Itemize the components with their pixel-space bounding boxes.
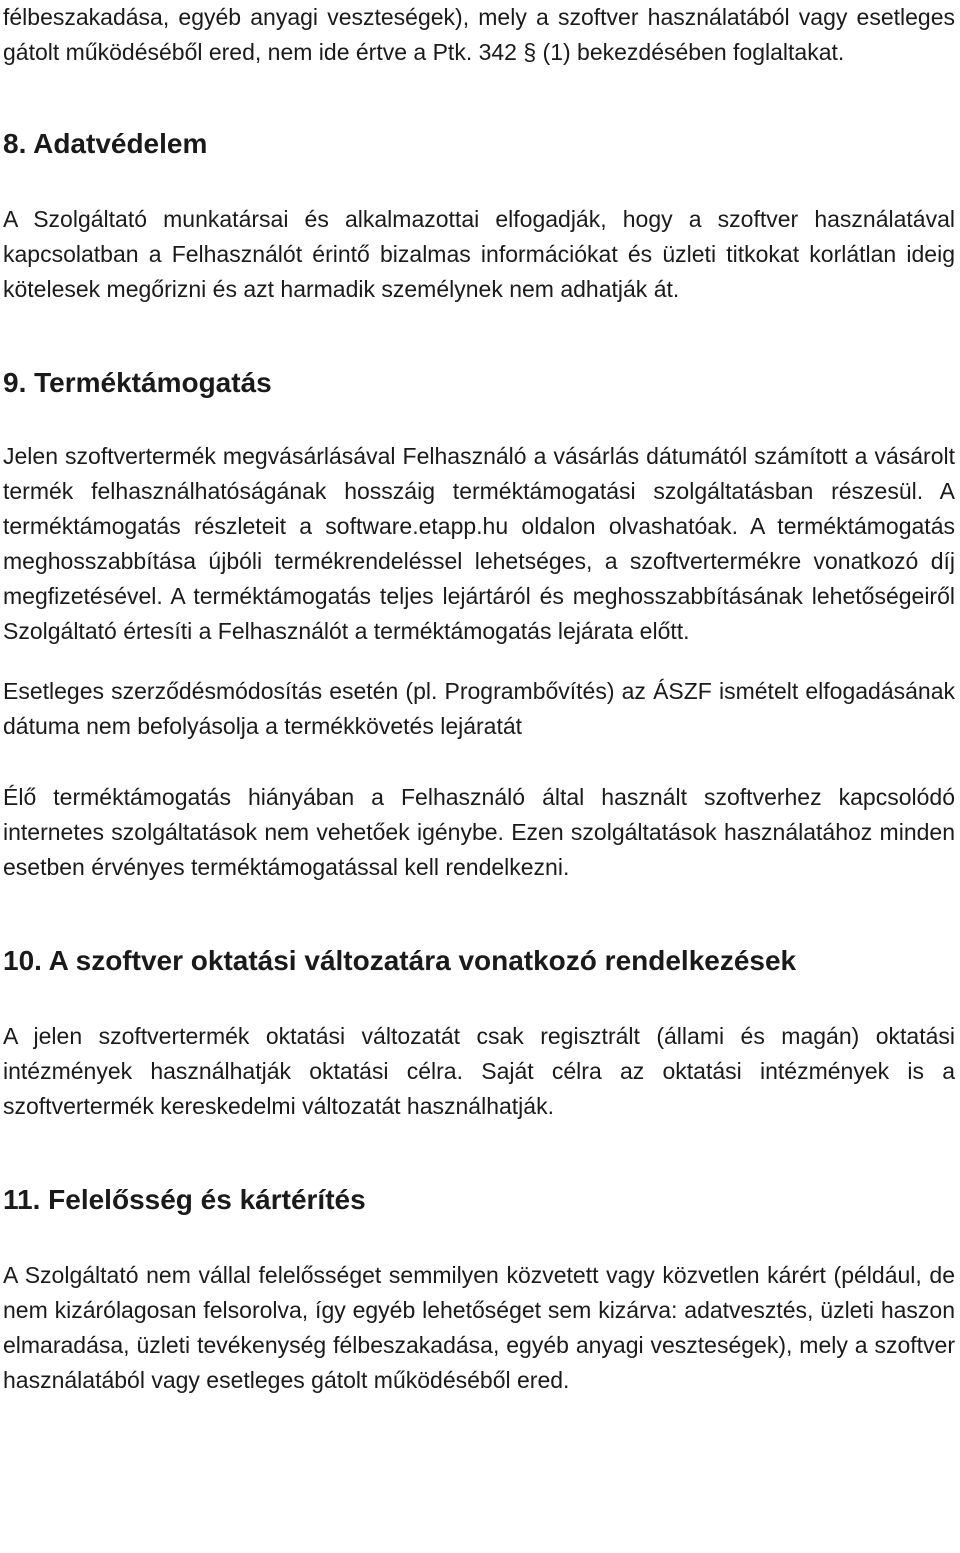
section-9-paragraph-3: Élő terméktámogatás hiányában a Felhasználó által használt szoftverhez kapcsolódó internetes szolgáltatások nem vehetőek igénybe. Ezen szolgáltatások használatához minden esetben érvényes terméktámogatással kell rendelkezni. <box>3 784 955 880</box>
section-9-paragraph-2: Esetleges szerződésmódosítás esetén (pl. Programbővítés) az ÁSZF ismételt elfogadásának dátuma nem befolyásolja a termékkövetés lejáratát <box>3 678 955 739</box>
section-8-heading: 8. Adatvédelem <box>3 128 208 159</box>
section-11-heading: 11. Felelősség és kártérítés <box>3 1184 366 1215</box>
document-page <box>3 0 955 1398</box>
section-8-paragraph: A Szolgáltató munkatársai és alkalmazottai elfogadják, hogy a szoftver használatával kapcsolatban a Felhasználót érintő bizalmas információkat és üzleti titkokat korlátlan ideig kötelesek megőrizni és azt harmadik személynek nem adhatják át. <box>3 206 955 302</box>
section-11-paragraph: A Szolgáltató nem vállal felelősséget semmilyen közvetett vagy közvetlen kárért (például, de nem kizárólagosan felsorolva, így egyéb lehetőséget sem kizárva: adatvesztés, üzleti haszon elmaradása, üzleti tevékenység félbeszakadása, egyéb anyagi veszteségek), mely a szoftver használatából vagy esetleges gátolt működéséből ered. <box>3 1262 955 1393</box>
section-10-paragraph: A jelen szoftvertermék oktatási változatát csak regisztrált (állami és magán) oktatási intézmények használhatják oktatási célra. Saját célra az oktatási intézmények is a szoftvertermék kereskedelmi változatát használhatják. <box>3 1023 955 1119</box>
continuation-paragraph: félbeszakadása, egyéb anyagi veszteségek), mely a szoftver használatából vagy esetleges gátolt működéséből ered, nem ide értve a Ptk. 342 § (1) bekezdésében foglaltakat. <box>3 4 955 65</box>
section-9-heading: 9. Terméktámogatás <box>3 367 272 398</box>
section-10-heading: 10. A szoftver oktatási változatára vonatkozó rendelkezések <box>3 945 797 976</box>
section-9-paragraph-1: Jelen szoftvertermék megvásárlásával Felhasználó a vásárlás dátumától számított a vásárolt termék felhasználhatóságának hosszáig terméktámogatási szolgáltatásban részesül. A terméktámogatás részleteit a software.etapp.hu oldalon olvashatóak. A terméktámogatás meghosszabbítása újbóli termékrendeléssel lehetséges, a szoftvertermékre vonatkozó díj megfizetésével. A terméktámogatás teljes lejártáról és meghosszabbításának lehetőségeiről Szolgáltató értesíti a Felhasználót a terméktámogatás lejárata előtt. <box>3 443 955 644</box>
